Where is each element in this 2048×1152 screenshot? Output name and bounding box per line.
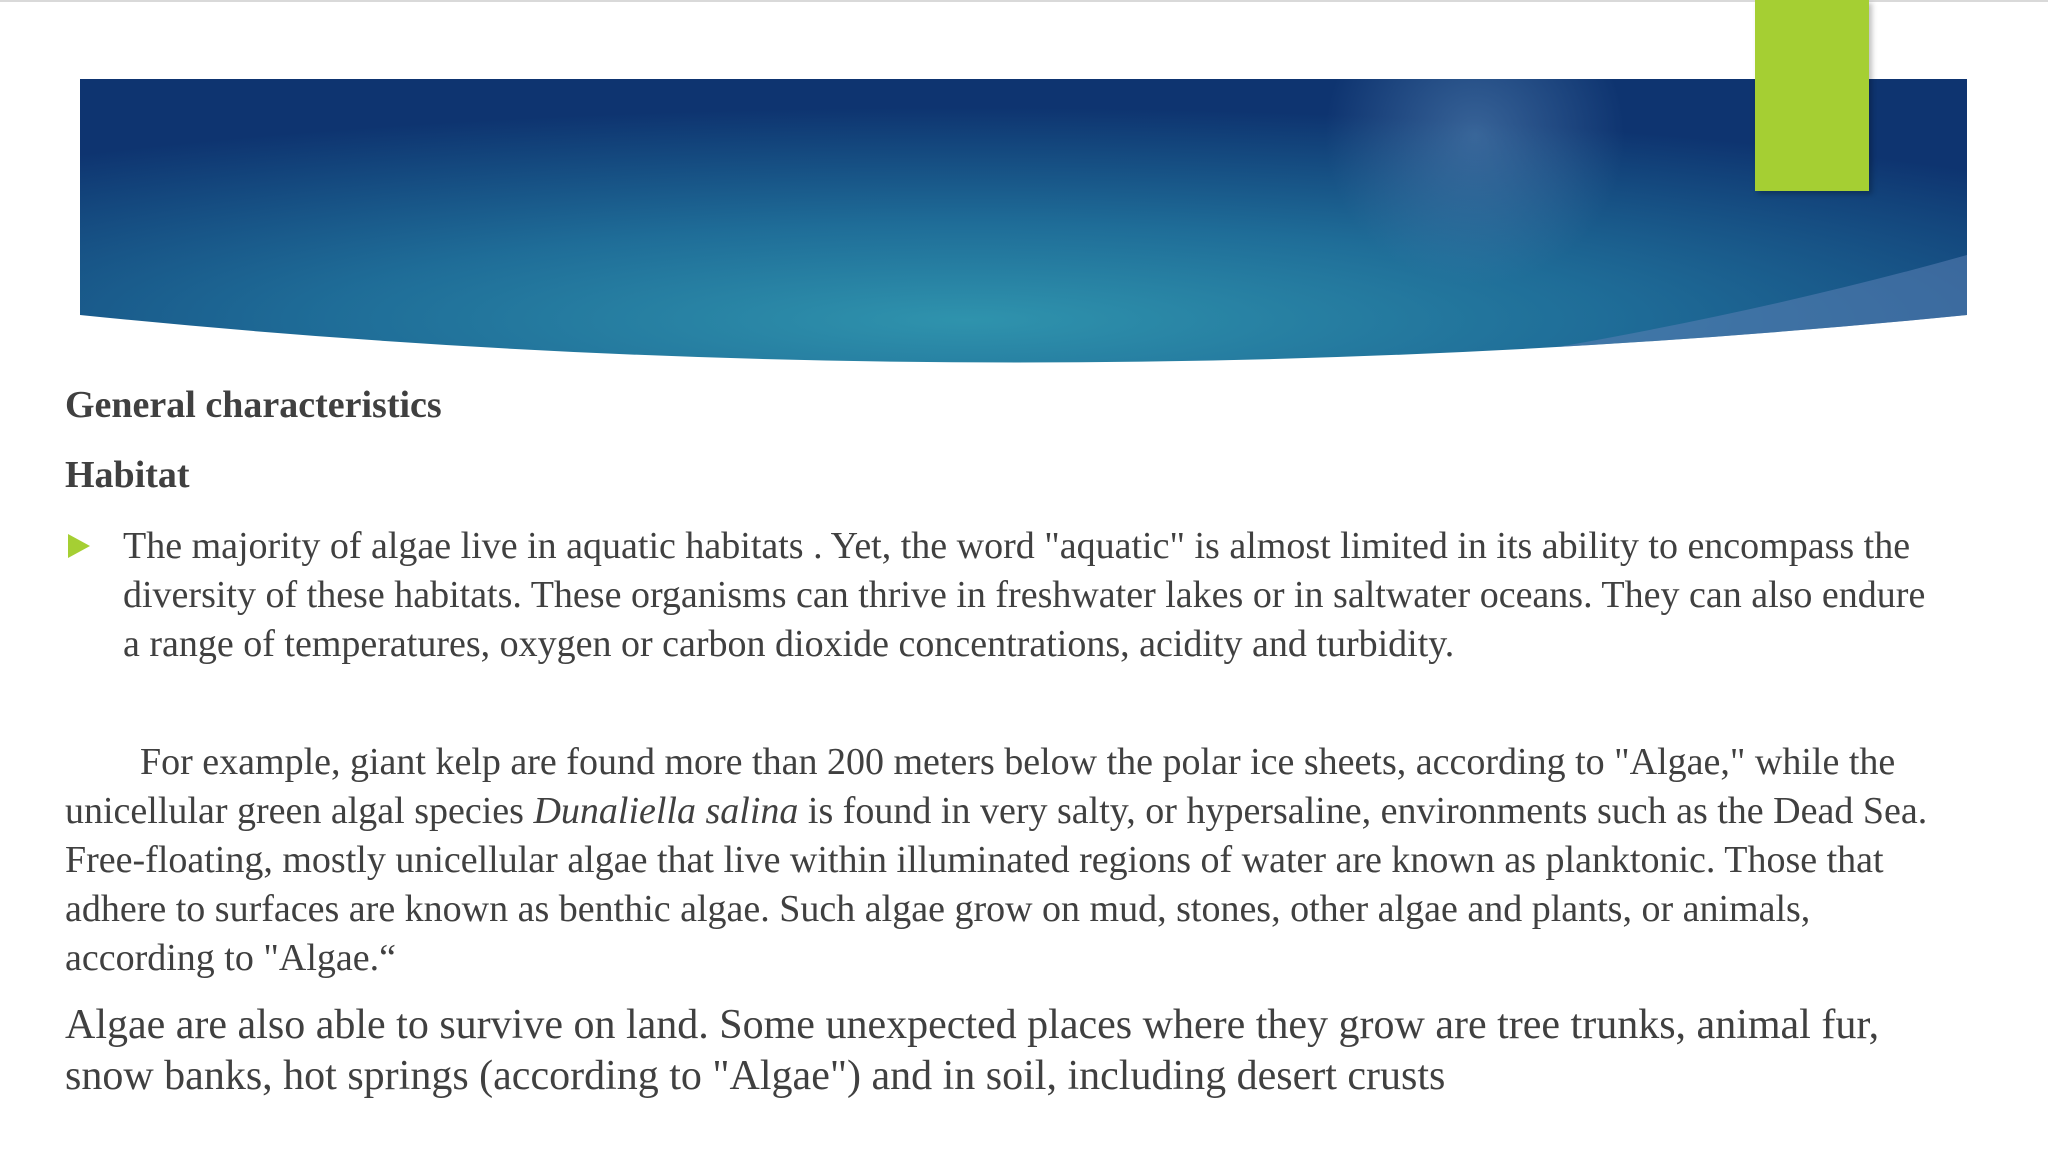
bullet-text: The majority of algae live in aquatic habitats . Yet, the word "aquatic" is almost limited in its ability to encompass the diversity of these habitats. These organisms can thrive in freshwater lakes or in saltwater oceans. They can also endure a range of temperatures, oxygen or carbon dioxide concentrations, acidity and turbidity. [123,525,1926,665]
section-heading-general: General characteristics [65,384,442,426]
paragraph-land: Algae are also able to survive on land. Some unexpected places where they grow are tree trunks, animal fur, snow banks, hot springs (according to "Algae") and in soil, including desert crusts [65,1002,1880,1099]
paragraph-example-part2: is found in very salty, or hypersaline, environments such as the Dead Sea. Free-floating, mostly unicellular algae that live within illuminated regions of water are known as planktonic. Those that adhere to surfaces are known as benthic algae. Such algae grow on mud, stones, other algae and plants, or animals, according to "Algae.“ [65,790,1928,979]
section-heading-habitat: Habitat [65,454,190,496]
species-name: Dunaliella salina [533,790,799,832]
triangle-bullet-icon [68,534,90,558]
accent-tab [1755,0,1869,191]
bullet-item [65,522,1945,669]
header-banner [0,0,2048,400]
paragraph-example [65,738,1945,983]
paragraph-example-part1: For example, giant kelp are found more than 200 meters below the polar ice sheets, according to "Algae," while the unicellular green algal species [65,741,1896,832]
